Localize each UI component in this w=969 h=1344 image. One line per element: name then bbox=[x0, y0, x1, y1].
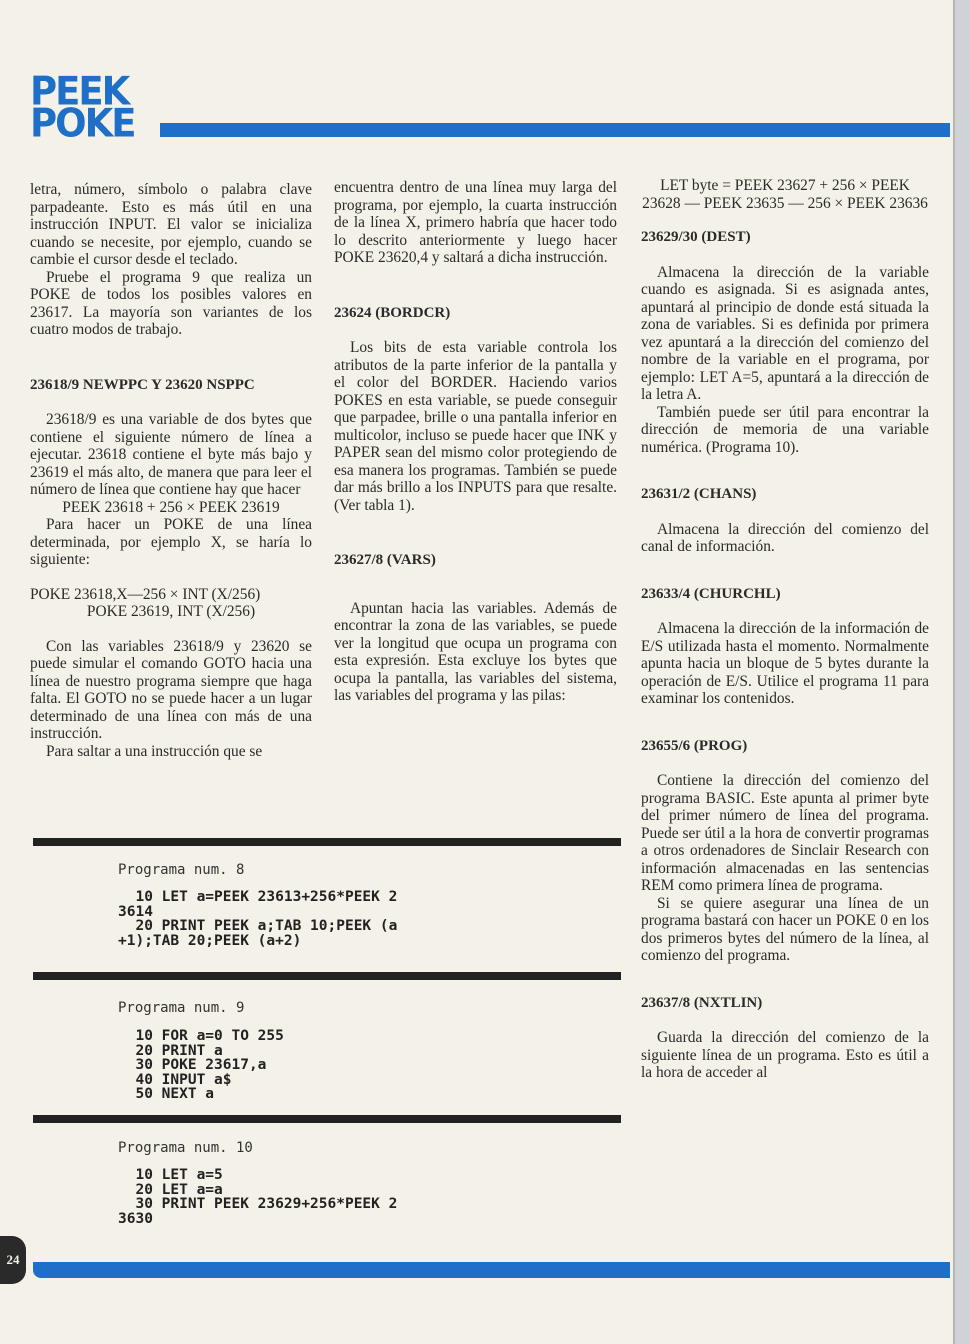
text-column-1 bbox=[30, 181, 312, 760]
peek-poke-logo bbox=[30, 68, 135, 147]
section-heading-prog: 23655/6 (PROG) bbox=[641, 737, 748, 754]
paragraph: encuentra dentro de una línea muy larga del programa, por ejemplo, la cuarta instrucción de la línea X, primero habría que hacer todo lo descrito anteriormente y luego hacer POKE 23620,4 y saltará a dicha instrucción. bbox=[334, 179, 617, 266]
footer-rule bbox=[33, 1262, 950, 1278]
section-heading-vars: 23627/8 (VARS) bbox=[334, 552, 436, 568]
text-column-2 bbox=[334, 179, 617, 705]
paragraph: Apuntan hacia las variables. Además de encontrar la zona de las variables, se puede ver la longitud que ocupa un programa con esta expresión. Esta excluye los bytes que ocupa la pantalla, las variables del sistema, las variables del programa y las pilas: bbox=[334, 599, 617, 704]
program-listing: 10 FOR a=0 TO 255 20 PRINT a 30 POKE 23617,a 40 INPUT a$ 50 NEXT a bbox=[135, 1028, 284, 1103]
paragraph: Pruebe el programa 9 que realiza un POKE de todos los posibles valores en 23617. La mayoría son variantes de los cuatro modos de trabajo. bbox=[30, 268, 312, 338]
section-heading-chans: 23631/2 (CHANS) bbox=[641, 486, 757, 502]
paragraph: También puede ser útil para encontrar la dirección de memoria de una variable numérica. (Programa 10). bbox=[641, 403, 929, 456]
section-heading-churchl: 23633/4 (CHURCHL) bbox=[641, 585, 781, 602]
text-column-3 bbox=[641, 177, 929, 1082]
section-heading-newppc: 23618/9 NEWPPC Y 23620 NSPPC bbox=[30, 376, 255, 393]
program-listing: 10 LET a=PEEK 23613+256*PEEK 2 3614 20 PRINT PEEK a;TAB 10;PEEK (a +1);TAB 20;PEEK (a+2) bbox=[118, 889, 398, 949]
paragraph: Con las variables 23618/9 y 23620 se puede simular el comando GOTO hacia una línea de nuestro programa siempre que haga falta. El GOTO no se puede hacer a un lugar determinado de una línea con más de una instrucción. bbox=[30, 637, 312, 742]
paragraph: 23618/9 es una variable de dos bytes que contiene el siguiente número de línea a ejecutar. 23618 contiene el byte más bajo y 23619 el más alto, de manera que para leer el número de línea que contiene hay que hacer bbox=[30, 411, 312, 498]
section-heading-bordcr: 23624 (BORDCR) bbox=[334, 304, 451, 321]
paragraph: Para hacer un POKE de una línea determinada, por ejemplo X, se haría lo siguiente: bbox=[30, 516, 312, 568]
page-edge bbox=[955, 0, 969, 1344]
paragraph: Almacena la dirección del comienzo del canal de información. bbox=[641, 520, 929, 555]
paragraph: Almacena la dirección de la información de E/S utilizada hasta el momento. Normalmente apunta hacia un bloque de 5 bytes durante la operación de E/S. Utilice el programa 11 para examinar los contenidos. bbox=[641, 620, 929, 707]
paragraph: Para saltar a una instrucción que se bbox=[46, 742, 263, 760]
section-heading-nxtlin: 23637/8 (NXTLIN) bbox=[641, 994, 763, 1011]
program-title: Programa num. 9 bbox=[118, 1000, 245, 1016]
formula: LET byte = PEEK 23627 + 256 × PEEK 23628 — PEEK 23635 — 256 × PEEK 23636 bbox=[642, 177, 928, 212]
code-listing-rule bbox=[33, 1115, 621, 1123]
program-title: Programa num. 10 bbox=[118, 1140, 253, 1156]
formula: POKE 23619, INT (X/256) bbox=[86, 603, 256, 620]
section-heading-dest: 23629/30 (DEST) bbox=[641, 229, 751, 245]
program-title: Programa num. 8 bbox=[118, 862, 245, 878]
paragraph: letra, número, símbolo o palabra clave parpadeante. Esto es más útil en una instrucción INPUT. El valor se inicializa cuando se necesite, por ejemplo, cuando se cambie el cursor desde el teclado. bbox=[30, 181, 312, 268]
page-number: 24 bbox=[0, 1236, 26, 1284]
paragraph: Contiene la dirección del comienzo del programa BASIC. Este apunta al primer byte del primer número de línea del programa. Puede ser útil a la hora de convertir programas a otros ordenadores de Sinclair Research con información almacenadas en las sentencias REM como primera línea de programa. bbox=[641, 772, 929, 894]
paragraph: Almacena la dirección de la variable cuando es asignada. Si es asignada antes, apuntará al principio de donde está situada la zona de variables. Si es definida por primera vez apuntará a la dirección del comienzo del nombre de la variable en el programa, por ejemplo: LET A=5, apuntará a la dirección de la letra A. bbox=[641, 263, 929, 403]
formula: PEEK 23618 + 256 × PEEK 23619 bbox=[62, 498, 280, 516]
program-listing: 10 LET a=5 20 LET a=a 30 PRINT PEEK 23629+256*PEEK 2 3630 bbox=[118, 1167, 398, 1227]
logo-line-poke: POKE bbox=[30, 100, 135, 147]
paragraph: Guarda la dirección del comienzo de la siguiente línea de un programa. Esto es útil a la hora de acceder al bbox=[641, 1029, 929, 1081]
paragraph: Los bits de esta variable controla los atributos de la parte inferior de la pantalla y el color del BORDER. Haciendo varios POKES en esta variable, se puede conseguir que parpadee, brille o una pantalla inferior en multicolor, incluso se puede hacer que INK y PAPER sean del mismo color protegiendo de esa manera los programas. También se puede dar más brillo a los INPUTS para que resalte. (Ver tabla 1). bbox=[334, 339, 617, 514]
paragraph: Si se quiere asegurar una línea de un programa bastará con hacer un POKE 0 en los dos primeros bytes del número de la línea, al comienzo del programa. bbox=[641, 894, 929, 964]
header-rule bbox=[160, 123, 950, 137]
code-listing-rule bbox=[33, 838, 621, 846]
code-listing-rule bbox=[33, 972, 621, 980]
formula: POKE 23618,X—256 × INT (X/256) bbox=[30, 585, 261, 603]
logo-line-peek: PEEK bbox=[30, 68, 129, 115]
